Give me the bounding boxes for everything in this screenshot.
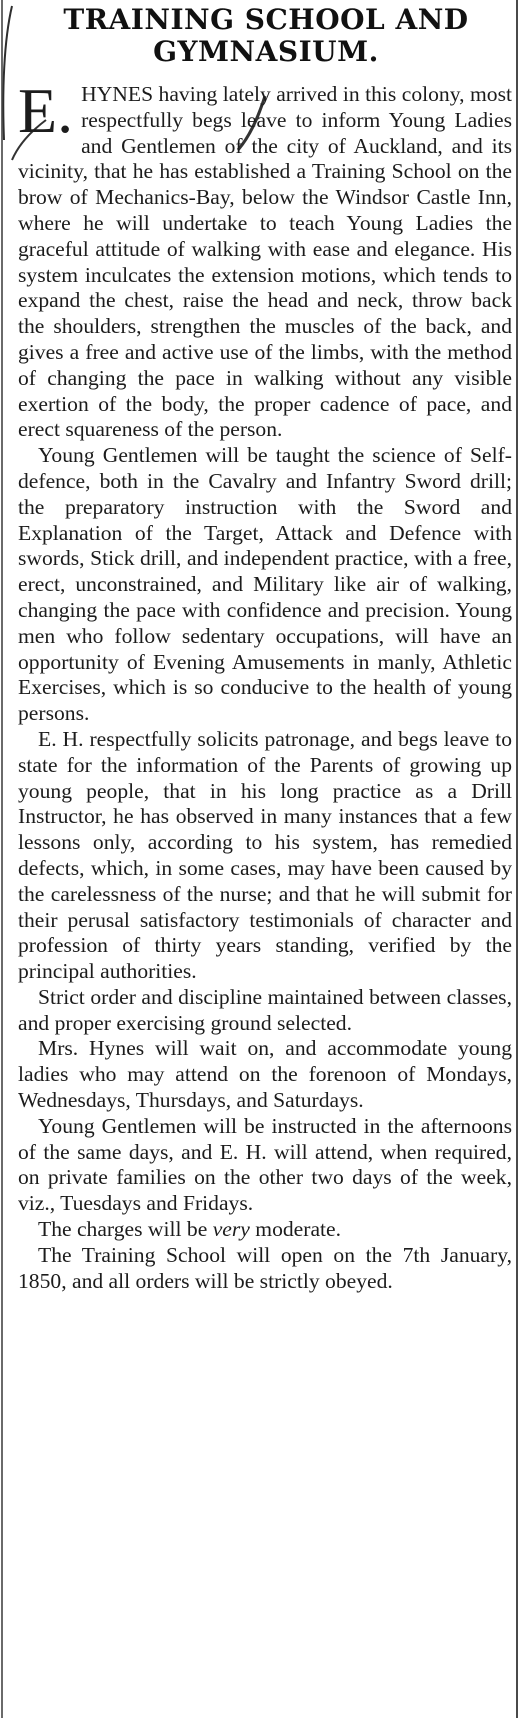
paragraph-intro-text: HYNES having lately arrived in this colony, most respectfully begs leave to inform Young Ladies and Gentlemen of the city of Auckland, and its vicinity, that he has established a Training School on the brow of Mechanics-Bay, below the Windsor Castle Inn, where he will undertake to teach Young Ladies the graceful attitude of walking with ease and elegance. His system inculcates the extension motions, which tends to expand the chest, raise the head and neck, throw back the shoulders, strengthen the muscles of the back, and gives a free and active use of the limbs, with the method of changing the pace in walking without any visible exertion of the body, the proper cadence of pace, and erect squareness of the person. [18,82,512,442]
drop-cap: E. [18,75,74,146]
title-line-1: TRAINING SCHOOL AND [63,3,469,36]
paragraph-charges [18,1217,512,1243]
paragraph-patronage: E. H. respectfully solicits patronage, and begs leave to state for the information of the Parents of growing up young people, that in his long practice as a Drill Instructor, he has observed in many instances that a few lessons only, according to his system, has remedied defects, which, in some cases, may have been caused by the carelessness of the nurse; and that he will submit for their perusal satisfactory testimonials of character and profession of thirty years standing, verified by the principal authorities. [18,726,512,984]
right-column-rule [516,0,518,1718]
paragraph-discipline: Strict order and discipline maintained between classes, and proper exercising ground selected. [18,984,512,1035]
left-column-rule [1,0,3,1718]
advertisement-title [0,0,532,68]
paragraph-intro [18,75,512,443]
article-body [18,75,512,1294]
paragraph-schedule: Young Gentlemen will be instructed in the afternoons of the same days, and E. H. will attend, when required, on private families on the other two days of the week, viz., Tuesdays and Fridays. [18,1113,512,1216]
paragraph-gentlemen: Young Gentlemen will be taught the science of Self-defence, both in the Cavalry and Infantry Sword drill; the preparatory instruction with the Sword and Explanation of the Target, Attack and Defence with swords, Stick drill, and independent practice, with a free, erect, unconstrained, and Military like air of walking, changing the pace with confidence and precision. Young men who follow sedentary occupations, will have an opportunity of Evening Amusements in manly, Athletic Exercises, which is so conducive to the health of young persons. [18,443,512,726]
charges-emphasis: very [212,1217,250,1242]
paragraph-opening: The Training School will open on the 7th January, 1850, and all orders will be strictly obeyed. [18,1242,512,1293]
title-line-2: GYMNASIUM. [153,35,379,68]
charges-text-after: moderate. [249,1217,342,1242]
charges-text-before: The charges will be [38,1217,213,1242]
paragraph-mrs-hynes: Mrs. Hynes will wait on, and accommodate young ladies who may attend on the forenoon of Mondays, Wednesdays, Thursdays, and Saturdays. [18,1036,512,1113]
